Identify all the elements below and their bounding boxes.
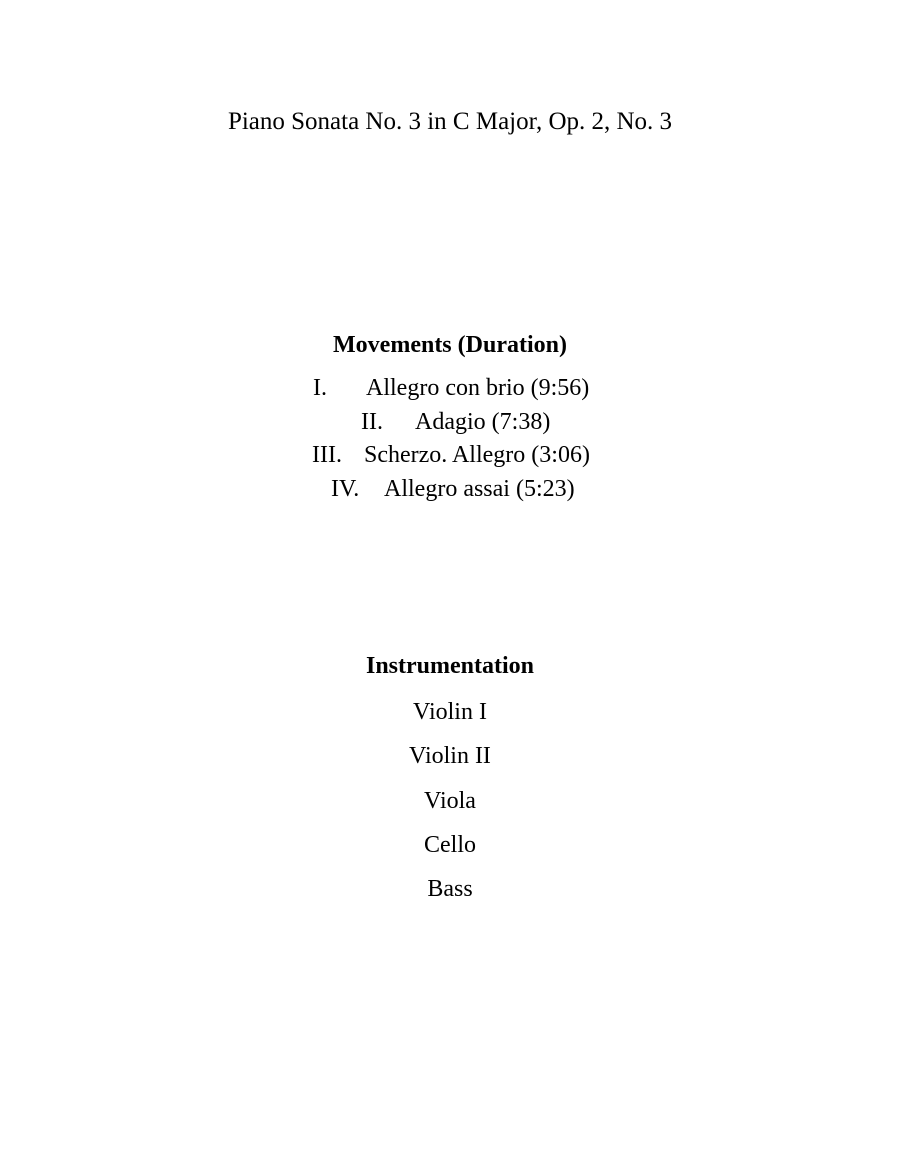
movement-numeral: III. — [312, 442, 342, 468]
instrument-item: Cello — [424, 831, 476, 858]
movement-numeral: II. — [361, 408, 383, 435]
movement-numeral: I. — [313, 375, 327, 401]
movement-name: Scherzo. Allegro (3:06) — [364, 442, 590, 468]
instrument-item: Violin I — [413, 699, 487, 725]
movement-item — [0, 473, 900, 507]
movement-item — [0, 406, 900, 440]
instrument-item: Bass — [427, 876, 473, 903]
movement-name: Adagio (7:38) — [415, 408, 551, 435]
movement-numeral: IV. — [331, 475, 360, 502]
movements-list — [0, 372, 900, 506]
movement-item — [0, 372, 900, 406]
page-title: Piano Sonata No. 3 in C Major, Op. 2, No. 3 — [227, 108, 673, 135]
instrument-item: Viola — [424, 787, 476, 814]
instrument-item: Violin II — [409, 743, 491, 770]
movements-heading: Movements (Duration) — [333, 332, 567, 358]
movement-name: Allegro con brio (9:56) — [366, 375, 590, 401]
movement-item — [0, 439, 900, 473]
instrumentation-list — [0, 694, 900, 915]
movement-name: Allegro assai (5:23) — [384, 475, 575, 502]
instrumentation-heading: Instrumentation — [365, 653, 534, 679]
